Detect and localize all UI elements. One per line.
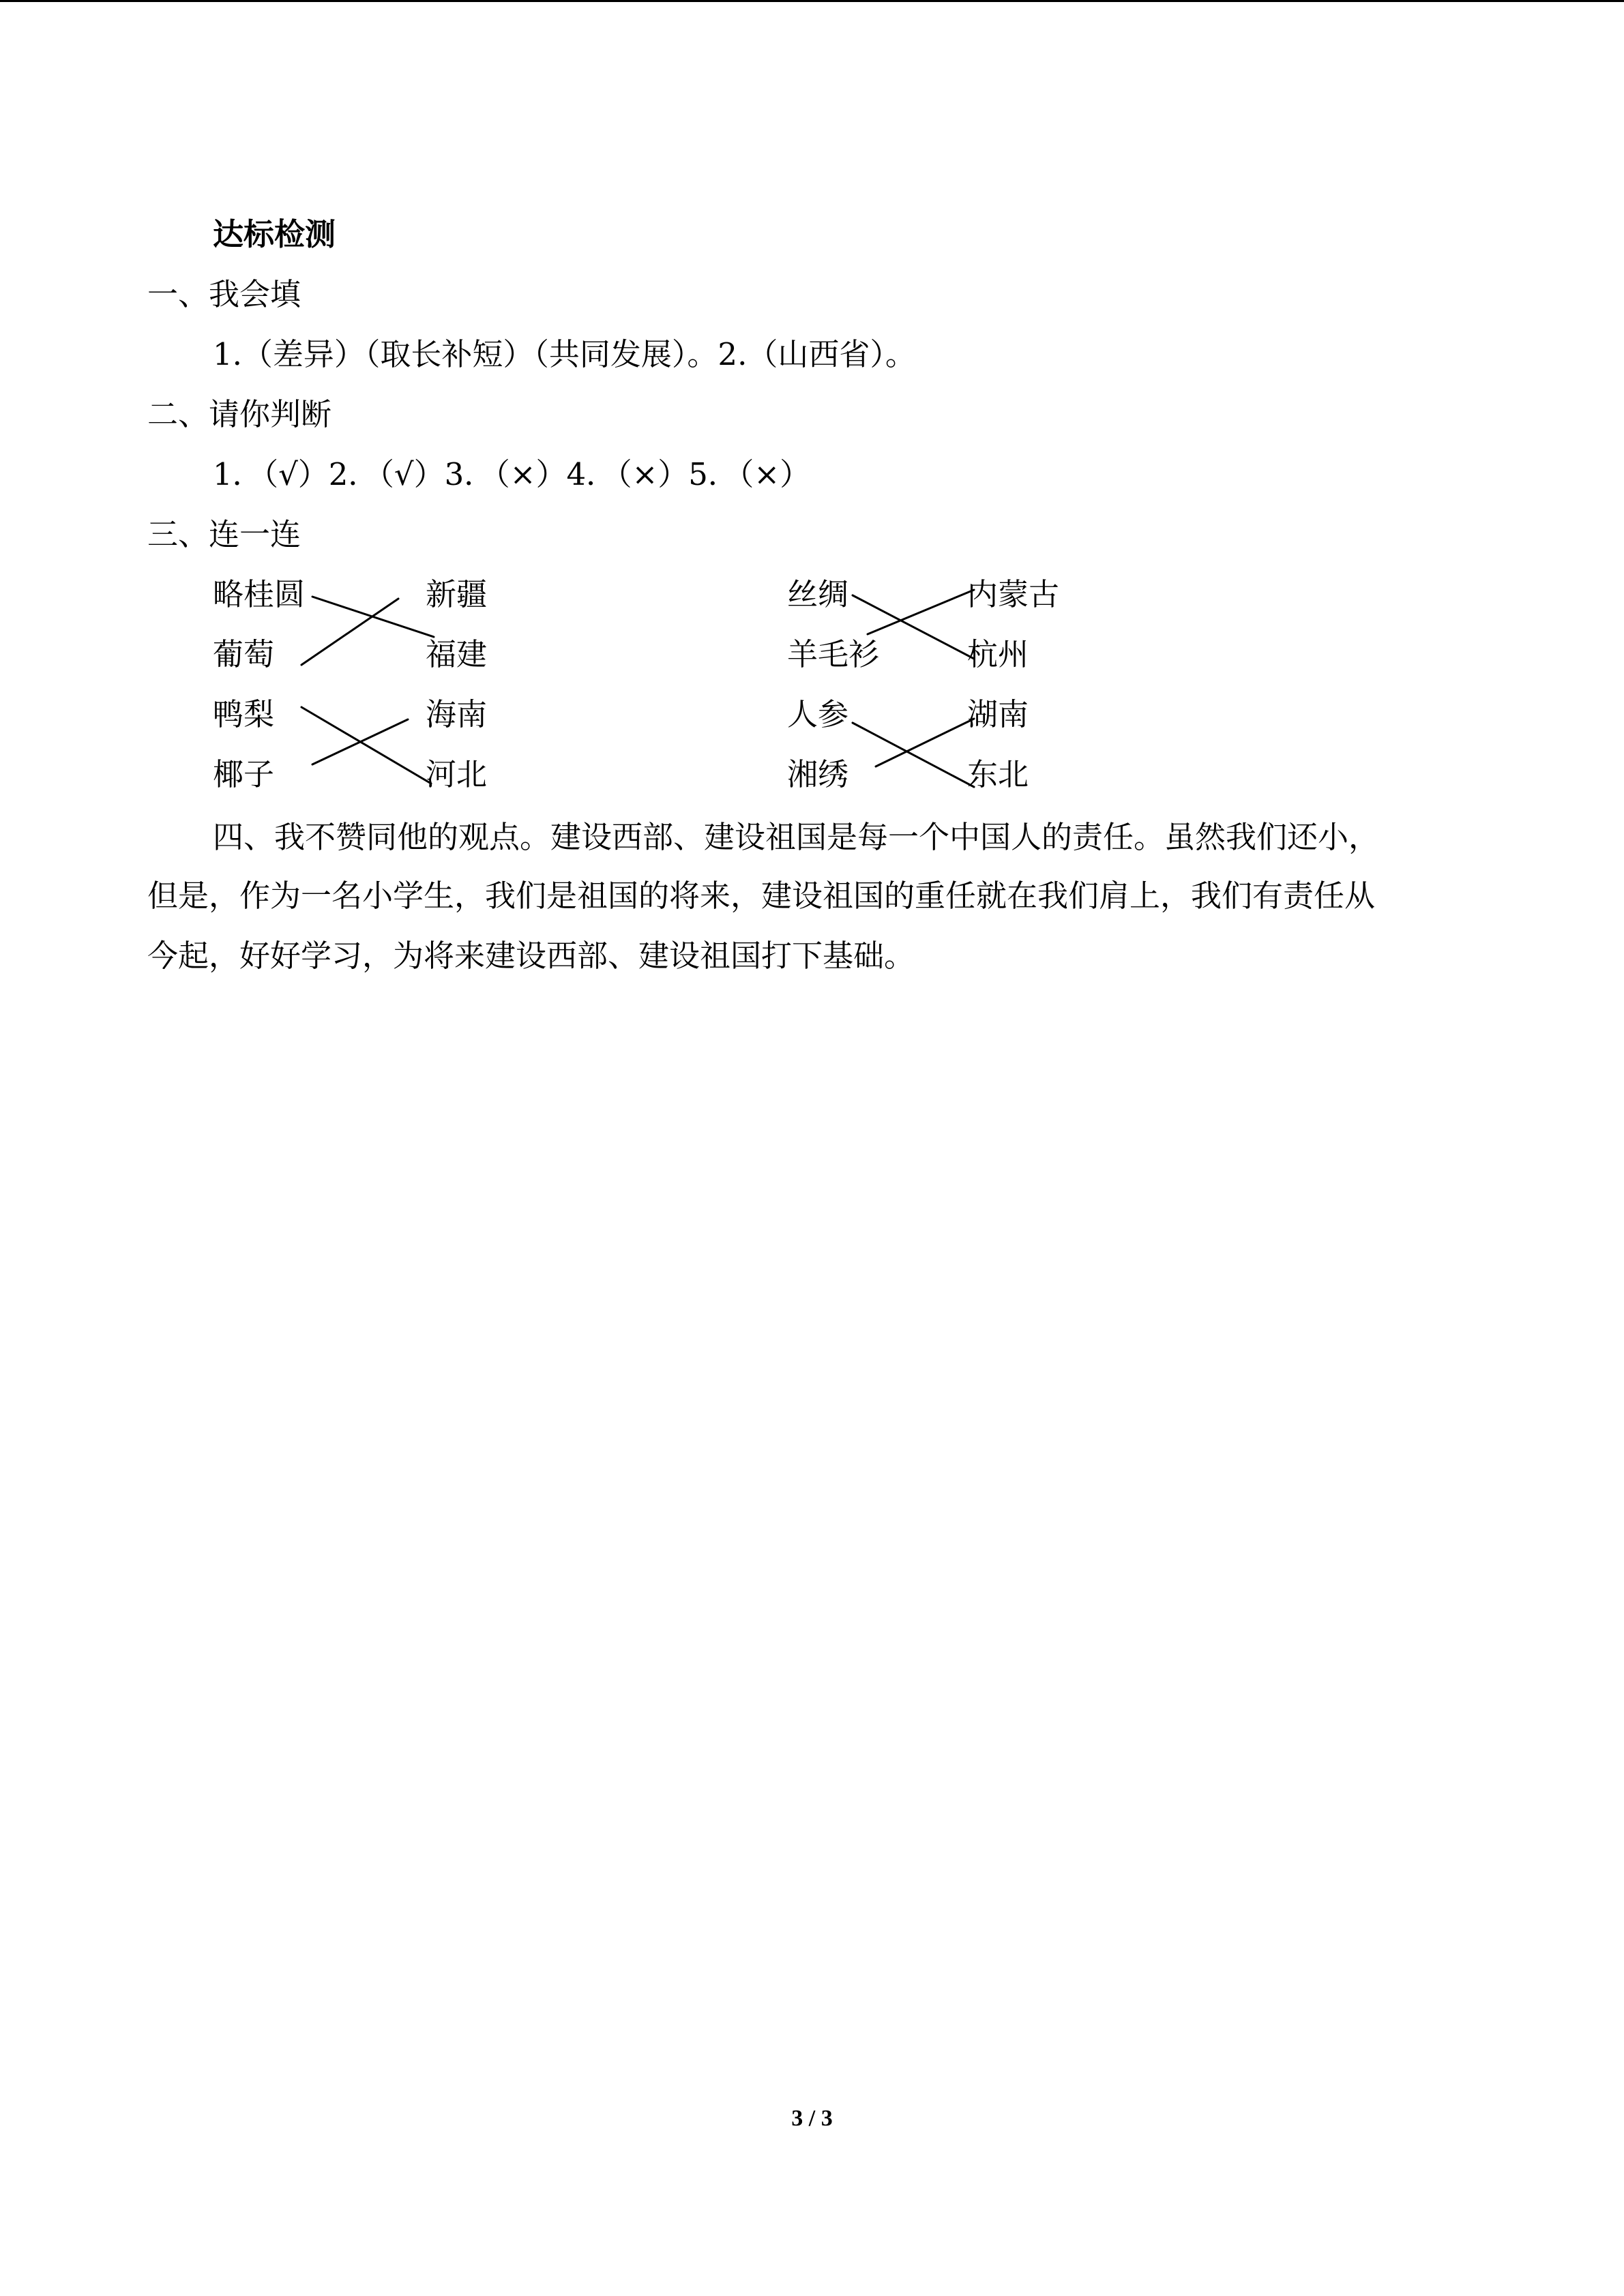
match-right-item: 湘绣 bbox=[787, 756, 849, 792]
match-left-place: 海南 bbox=[426, 696, 488, 732]
match-line bbox=[301, 707, 431, 784]
section-2-answer: 1．（√）2．（√）3．（×）4．（×）5．（×） bbox=[213, 456, 811, 492]
match-right-item: 丝绸 bbox=[787, 576, 849, 612]
match-left-item: 略桂圆 bbox=[213, 576, 306, 612]
match-line bbox=[312, 597, 434, 637]
section-heading: 达标检测 bbox=[213, 216, 336, 252]
match-line bbox=[868, 590, 974, 634]
match-left-item: 葡萄 bbox=[213, 636, 275, 672]
section-1-title: 一、我会填 bbox=[147, 276, 301, 312]
match-left-item: 鸭梨 bbox=[213, 696, 275, 732]
match-line bbox=[301, 599, 398, 665]
match-right-item: 人参 bbox=[787, 696, 849, 732]
match-left-place: 新疆 bbox=[426, 576, 488, 612]
section-4-line-1: 四、我不赞同他的观点。建设西部、建设祖国是每一个中国人的责任。虽然我们还小， bbox=[213, 819, 1380, 855]
match-left-place: 福建 bbox=[426, 636, 488, 672]
match-right-place: 杭州 bbox=[967, 636, 1029, 672]
section-1-answer: 1.（差异）（取长补短）（共同发展）。2.（山西省）。 bbox=[213, 336, 916, 372]
match-left-item: 椰子 bbox=[213, 756, 275, 792]
section-4-line-2: 但是，作为一名小学生，我们是祖国的将来，建设祖国的重任就在我们肩上，我们有责任从 bbox=[147, 878, 1376, 914]
match-right-item: 羊毛衫 bbox=[787, 636, 880, 672]
match-right-place: 东北 bbox=[967, 756, 1029, 792]
match-line bbox=[312, 719, 408, 764]
match-right-place: 湖南 bbox=[967, 696, 1029, 732]
section-2-title: 二、请你判断 bbox=[147, 396, 332, 432]
match-line bbox=[876, 719, 974, 766]
section-4-line-3: 今起，好好学习，为将来建设西部、建设祖国打下基础。 bbox=[147, 938, 915, 974]
match-right-place: 内蒙古 bbox=[967, 576, 1060, 612]
section-3-title: 三、连一连 bbox=[147, 516, 301, 552]
page-number: 3 / 3 bbox=[791, 2106, 833, 2131]
match-left-place: 河北 bbox=[426, 756, 488, 792]
page-top-border bbox=[0, 0, 1624, 2]
match-line bbox=[853, 723, 974, 787]
